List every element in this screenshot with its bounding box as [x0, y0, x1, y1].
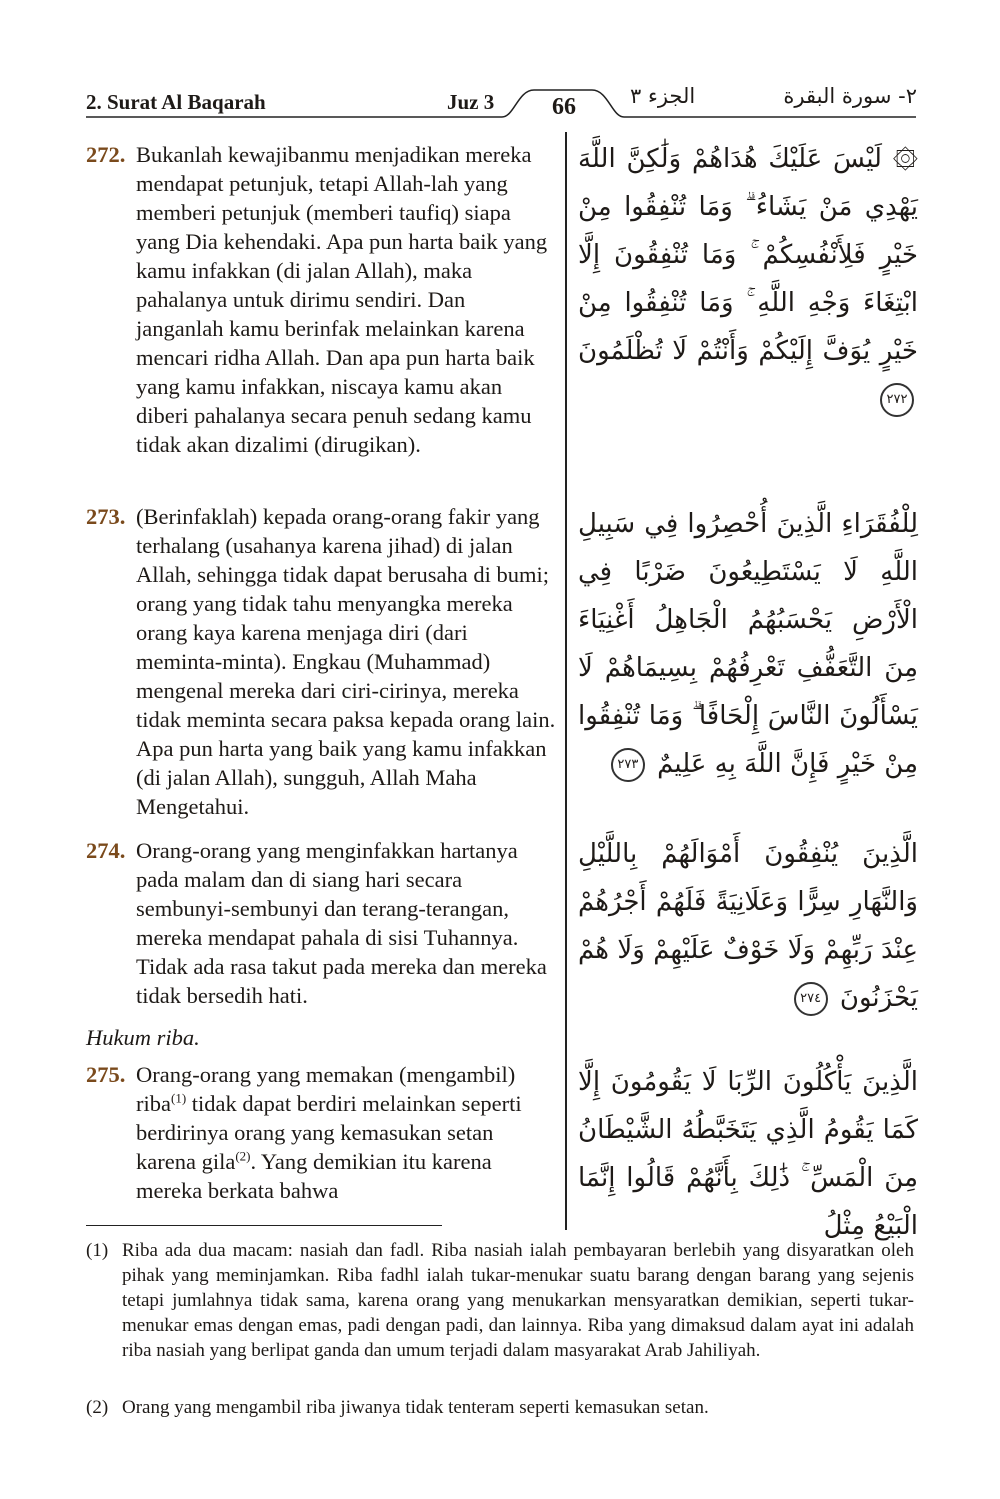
verse-275-arabic — [578, 1058, 918, 1250]
verse-number: 274. — [86, 838, 126, 863]
ayah-end-marker: ٢٧٢ — [880, 383, 914, 417]
arabic-text: لِلْفُقَرَاءِ الَّذِينَ أُحْصِرُوا فِي سَبِيلِ اللَّهِ لَا يَسْتَطِيعُونَ ضَرْبًا فِي الْأَرْضِ يَحْسَبُهُمُ الْجَاهِلُ أَغْنِيَاءَ مِنَ التَّعَفُّفِ تَعْرِفُهُمْ بِسِيمَاهُمْ لَا يَسْأَلُونَ النَّاسَ إِلْحَافًا ۗ وَمَا تُنْفِقُوا مِنْ خَيْرٍ فَإِنَّ اللَّهَ بِهِ عَلِيمٌ — [578, 509, 918, 779]
verse-274-arabic — [578, 830, 918, 1022]
verse-273-translation — [86, 502, 558, 821]
footnote-rule — [86, 1225, 442, 1226]
footnote-text: Riba ada dua macam: nasiah dan fadl. Riba nasiah ialah pembayaran berlebih yang disyaratkan oleh pihak yang meminjamkan. Riba fadhl ialah tukar-menukar suatu barang dengan barang yang sejenis tetapi jumlahnya tidak sama, karena orang yang menukarkan mensyaratkan demikian, seperti tukar-menukar emas dengan emas, padi dengan padi, dan lainnya. Riba yang dimaksud dalam ayat ini adalah riba nasiah yang berlipat ganda dan umum terjadi dalam masyarakat Arab Jahiliyah. — [122, 1240, 914, 1361]
footnote-number: (2) — [86, 1397, 109, 1418]
footnote-2 — [86, 1395, 914, 1420]
verse-text: (Berinfaklah) kepada orang-orang fakir yang terhalang (usahanya karena jihad) di jalan Allah, sehingga tidak dapat berusaha di bumi; orang yang tidak tahu menyangka mereka orang kaya karena menjaga diri (dari meminta-minta). Engkau (Muhammad) mengenal mereka dari ciri-cirinya, mereka tidak meminta secara paksa kepada orang lain. Apa pun harta yang baik yang kamu infakkan (di jalan Allah), sungguh, Allah Maha Mengetahui. — [136, 504, 556, 819]
verse-number: 273. — [86, 504, 126, 529]
column-divider — [565, 132, 567, 1230]
footnote-number: (1) — [86, 1240, 109, 1261]
verse-274-translation — [86, 836, 558, 1010]
verse-text: Bukanlah kewajibanmu menjadikan mereka mendapat petunjuk, tetapi Allah-lah yang memberi petunjuk (memberi taufiq) siapa yang Dia kehendaki. Apa pun harta baik yang kamu infakkan (di jalan Allah), maka pahalanya untuk dirimu sendiri. Dan janganlah kamu berinfak melainkan karena mencari ridha Allah. Dan apa pun harta baik yang kamu infakkan, niscaya kamu akan diberi pahalanya secara penuh sedang kamu tidak akan dizalimi (dirugikan). — [136, 142, 548, 457]
verse-272-translation — [86, 140, 558, 459]
ayah-end-marker: ٢٧٣ — [611, 748, 645, 782]
verse-number: 275. — [86, 1062, 126, 1087]
verse-272-arabic — [578, 135, 918, 423]
arabic-text: الَّذِينَ يَأْكُلُونَ الرِّبَا لَا يَقُومُونَ إِلَّا كَمَا يَقُومُ الَّذِي يَتَخَبَّطُهُ الشَّيْطَانُ مِنَ الْمَسِّ ۚ ذَٰلِكَ بِأَنَّهُمْ قَالُوا إِنَّمَا الْبَيْعُ مِثْلُ — [578, 1067, 918, 1241]
verse-text — [136, 1060, 558, 1205]
section-heading: Hukum riba. — [86, 1025, 200, 1050]
footnote-text: Orang yang mengambil riba jiwanya tidak tenteram seperti kemasukan setan. — [122, 1397, 709, 1418]
juz-label-arabic: الجزء ٣ — [630, 84, 696, 108]
surah-title-arabic: ٢- سورة البقرة — [783, 84, 917, 108]
footnote-1 — [86, 1238, 914, 1363]
verse-text-part: . Yang demikian itu karena mereka berkata bahwa — [136, 1149, 492, 1203]
verse-text: Orang-orang yang menginfakkan hartanya pada malam dan di siang hari secara sembunyi-sembunyi dan terang-terangan, mereka mendapat pahala di sisi Tuhannya. Tidak ada rasa takut pada mereka dan mereka tidak bersedih hati. — [136, 838, 547, 1008]
verse-273-arabic — [578, 500, 918, 788]
verse-text-part: tidak dapat berdiri melainkan seperti berdirinya orang yang kemasukan setan karena gila — [136, 1091, 522, 1174]
footnote-ref-1[interactable]: (1) — [170, 1090, 187, 1106]
surah-title-latin: 2. Surat Al Baqarah — [86, 90, 266, 114]
verse-number: 272. — [86, 142, 126, 167]
juz-label-latin: Juz 3 — [447, 90, 495, 114]
verse-text-part: Orang-orang yang memakan (mengambil) riba — [136, 1062, 516, 1116]
verse-275-translation — [86, 1060, 558, 1205]
header-rule — [0, 0, 1000, 140]
ayah-end-marker: ٢٧٤ — [794, 982, 828, 1016]
page-number: 66 — [552, 94, 576, 120]
arabic-text: ۞ لَيْسَ عَلَيْكَ هُدَاهُمْ وَلَٰكِنَّ اللَّهَ يَهْدِي مَنْ يَشَاءُ ۗ وَمَا تُنْفِقُوا مِنْ خَيْرٍ فَلِأَنْفُسِكُمْ ۚ وَمَا تُنْفِقُونَ إِلَّا ابْتِغَاءَ وَجْهِ اللَّهِ ۚ وَمَا تُنْفِقُوا مِنْ خَيْرٍ يُوَفَّ إِلَيْكُمْ وَأَنْتُمْ لَا تُظْلَمُونَ — [578, 144, 918, 366]
arabic-text: الَّذِينَ يُنْفِقُونَ أَمْوَالَهُمْ بِاللَّيْلِ وَالنَّهَارِ سِرًّا وَعَلَانِيَةً فَلَهُمْ أَجْرُهُمْ عِنْدَ رَبِّهِمْ وَلَا خَوْفٌ عَلَيْهِمْ وَلَا هُمْ يَحْزَنُونَ — [578, 839, 918, 1013]
footnote-ref-2[interactable]: (2) — [235, 1148, 251, 1164]
